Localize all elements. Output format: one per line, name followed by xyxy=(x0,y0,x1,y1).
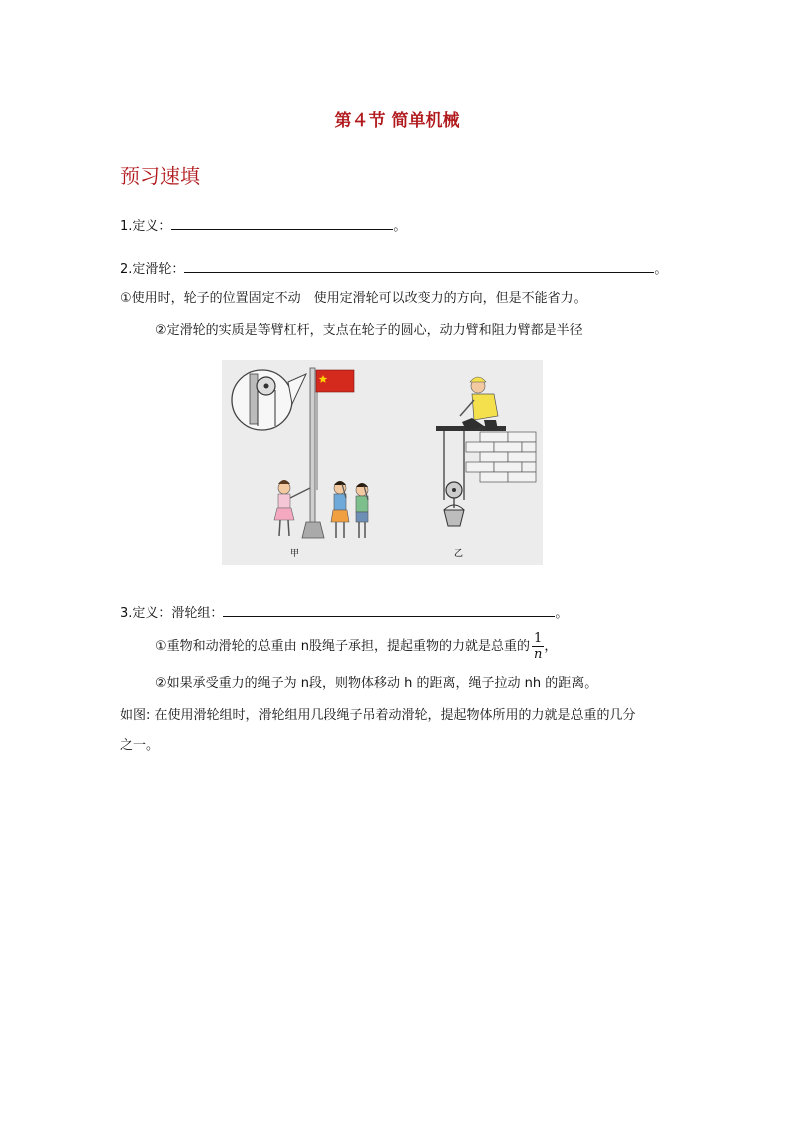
section-heading: 预习速填 xyxy=(120,164,200,188)
pulley-axle xyxy=(264,384,269,389)
question-3-label: 3.定义：滑轮组： xyxy=(120,606,224,621)
fixed-pulley-note-1: ①使用时，轮子的位置固定不动 使用定滑轮可以改变力的方向，但是不能省力。 xyxy=(120,291,587,306)
figure-label-a: 甲 xyxy=(290,549,300,559)
fraction-one-over-n xyxy=(532,631,544,662)
example-text-line-1: 如图: 在使用滑轮组时，滑轮组用几段绳子吊着动滑轮，提起物体所用的力就是总重的几分 xyxy=(120,708,636,723)
flag-pole xyxy=(310,368,315,528)
brick-wall xyxy=(466,432,536,482)
answer-blank-2[interactable] xyxy=(184,258,654,273)
question-1 xyxy=(120,215,406,236)
pulley-illustration xyxy=(222,360,543,565)
example-text-line-2: 之一。 xyxy=(120,738,160,753)
question-3-end: 。 xyxy=(555,606,569,621)
answer-blank-3[interactable] xyxy=(223,602,555,617)
worker-scene xyxy=(436,377,536,559)
pulley-bracket xyxy=(250,374,258,424)
flag-raising-scene xyxy=(232,368,368,559)
child-figure-1 xyxy=(331,481,349,538)
question-2-end: 。 xyxy=(654,262,668,277)
pole-base xyxy=(302,522,324,538)
bucket xyxy=(444,510,464,526)
fixed-pulley-note-2: ②定滑轮的实质是等臂杠杆，支点在轮子的圆心，动力臂和阻力臂都是半径 xyxy=(155,323,583,338)
child-figure-2 xyxy=(356,483,368,538)
magnifier-pointer xyxy=(288,374,306,404)
pulley-illustration-svg xyxy=(222,360,543,565)
fraction-denominator: n xyxy=(533,647,543,662)
question-1-label: 1.定义： xyxy=(120,219,172,234)
pulley-block-note-1-end: ， xyxy=(544,639,558,654)
question-2-label: 2.定滑轮： xyxy=(120,262,185,277)
pulley-block-note-1 xyxy=(155,630,557,664)
fraction-numerator: 1 xyxy=(534,631,543,646)
question-2 xyxy=(120,258,667,279)
figure-label-b: 乙 xyxy=(454,549,464,559)
pulley-block-note-2: ②如果承受重力的绳子为 n段，则物体移动 h 的距离，绳子拉动 nh 的距离。 xyxy=(155,676,598,691)
question-1-end: 。 xyxy=(393,219,407,234)
pulley-block-note-1-text: ①重物和动滑轮的总重由 n股绳子承担，提起重物的力就是总重的 xyxy=(155,639,531,654)
answer-blank-1[interactable] xyxy=(171,215,393,230)
movable-pulley-axle xyxy=(452,488,456,492)
question-3 xyxy=(120,602,568,623)
worker-figure xyxy=(460,377,498,430)
page-title: 第４节 简单机械 xyxy=(334,111,460,131)
